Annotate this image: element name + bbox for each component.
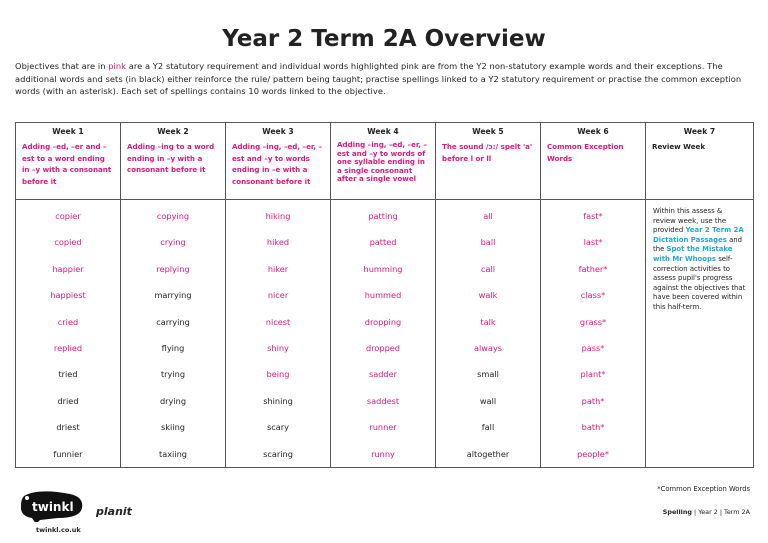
week-3-header [226,123,331,200]
spelling-word: talk [480,316,496,327]
week-words-col [226,200,331,468]
spelling-word: wall [479,395,497,406]
twinkl-site-text: twinkl.co.uk [36,526,81,534]
week-label: Week 4 [367,127,399,136]
spelling-word: taxiing [158,448,187,459]
review-text-1: Within this assess & review week, use the provided [653,207,727,235]
spelling-word: crying [160,237,186,248]
spelling-word: people* [577,448,609,459]
spelling-word: bath* [581,422,605,433]
spelling-word: cried [57,316,79,327]
review-text-3: self-correction activities to assess pupil's progress against the objectives that have been covered within this half-term. [653,254,746,311]
spelling-word: runner [369,422,397,433]
week-objective: The sound /ɔ:/ spelt 'a' before l or ll [442,142,533,163]
spelling-word: drying [159,395,187,406]
spelling-word: copied [54,237,82,248]
spelling-word: scaring [263,448,293,459]
week-words-col [541,200,646,468]
spelling-word: nicest [265,316,291,327]
spelling-word: grass* [579,316,607,327]
spelling-word: path* [581,395,605,406]
spelling-word: class* [580,290,606,301]
week-words-col [121,200,226,468]
spelling-word: father* [578,263,608,274]
spelling-word: sadder [368,369,398,380]
spelling-word: carrying [156,316,190,327]
header-row [16,123,754,200]
spelling-word: altogether [466,448,510,459]
footer-breadcrumb [663,508,750,516]
week-objective: Adding –ing to a word ending in –y with a consonant before it [127,142,215,174]
spot-the-mistake-link[interactable]: Spot the Mistake with Mr Whoops [653,245,733,263]
spelling-word: driest [56,422,80,433]
spelling-word: pass* [581,342,605,353]
spelling-word: humming [363,263,403,274]
week-objective: Adding –ing, –ed, –er, –est and –y to words of one syllable ending in a single consonant after a single vowel [337,140,428,184]
intro-pink-word: pink [108,61,127,71]
words-row [16,200,754,468]
spelling-word: dropped [365,342,401,353]
week-label: Week 5 [472,127,504,136]
spelling-word: small [477,369,499,380]
week-words-col [331,200,436,468]
week-label: Week 6 [577,127,609,136]
intro-text-2: are a Y2 statutory requirement and individual words highlighted pink are from the Y2 non-statutory example words and their exceptions. The additional words and sets (in black) either reinforce the rule/ pattern being taught; practise spellings linked to a Y2 statutory requirement or practise the common exception words (with an asterisk). Each set of spellings contains 10 words linked to the objective. [15,61,742,97]
spelling-word: plant* [580,369,606,380]
week-2-header [121,123,226,200]
spelling-word: shiny [267,342,289,353]
spelling-word: replied [53,342,83,353]
week-objective: Common Exception Words [547,142,624,163]
twinkl-logo-icon [18,490,88,522]
spelling-word: all [483,211,493,221]
week-objective: Review Week [652,142,706,151]
week-label: Week 1 [52,127,84,136]
spelling-word: being [266,369,290,380]
spelling-word: trying [160,369,186,380]
spelling-word: hiking [265,211,291,221]
week-label: Week 2 [157,127,189,136]
spelling-word: hiker [267,263,289,274]
spelling-word: nicer [267,290,289,301]
week-words-col [16,200,121,468]
spelling-word: always [473,342,503,353]
review-text-2: and the [653,235,743,254]
spelling-word: skiing [161,422,185,433]
spelling-word: replying [156,263,190,274]
footnote: *Common Exception Words [657,485,750,493]
spelling-word: runny [371,448,395,459]
spelling-word: dropping [364,316,402,327]
spelling-word: shining [263,395,293,406]
week-5-header [436,123,541,200]
spelling-word: last* [583,237,603,248]
twinkl-brand-text: twinkl [32,500,74,514]
dictation-passages-link[interactable]: Year 2 Term 2A Dictation Passages [653,226,744,244]
page-title: Year 2 Term 2A Overview [222,26,546,52]
week-label: Week 3 [262,127,294,136]
spelling-word: fall [481,422,495,433]
spelling-word: funnier [53,448,83,459]
spelling-word: ball [480,237,496,248]
spelling-word: happier [52,263,84,274]
footer-crumb: | Year 2 | Term 2A [691,508,750,516]
week-words-col [436,200,541,468]
week-objective: Adding –ed, –er and –est to a word ending in –y with a consonant before it [22,142,112,186]
intro-paragraph [15,60,755,98]
week-label: Week 7 [683,127,716,136]
intro-text-1: Objectives that are in [15,61,109,71]
footer-subject: Spelling [662,508,692,516]
spelling-word: hummed [364,290,402,301]
spelling-word: happiest [50,290,86,301]
spelling-word: patting [368,211,398,221]
review-week-cell [646,200,754,468]
spelling-word: copying [156,211,190,221]
spelling-word: tried [58,369,78,380]
week-1-header [16,123,121,200]
spelling-word: saddest [366,395,400,406]
spelling-word: flying [161,342,185,353]
spelling-word: hiked [266,237,290,248]
week-7-header [646,123,754,200]
spelling-word: fast* [583,211,603,221]
week-6-header [541,123,646,200]
week-objective: Adding –ing, –ed, –er, –est and –y to words ending in –e with a consonant before it [232,142,323,186]
planit-logo-text: planit [96,505,132,518]
spelling-word: marrying [154,290,192,301]
spelling-word: dried [57,395,79,406]
spelling-word: patted [369,237,397,248]
spelling-word: call [480,263,496,274]
spelling-word: copier [55,211,81,221]
spelling-word: walk [478,290,498,301]
overview-table [15,122,754,468]
spelling-word: scary [267,422,289,433]
week-4-header [331,123,436,200]
twinkl-planit-logo [18,490,168,535]
